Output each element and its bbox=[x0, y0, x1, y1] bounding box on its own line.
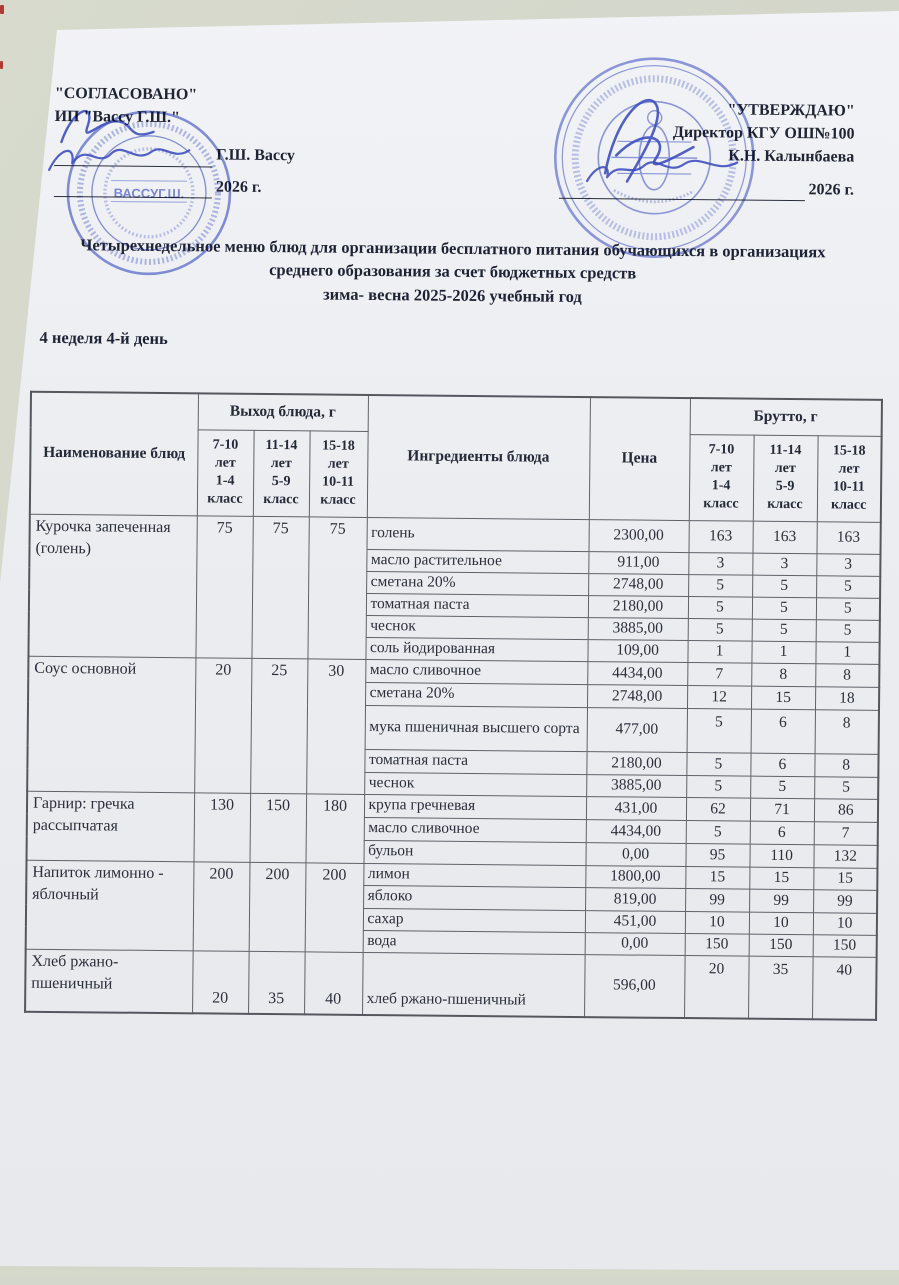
dish-name: Гарнир: гречка рассыпчатая bbox=[27, 791, 195, 862]
price-value: 109,00 bbox=[587, 639, 687, 662]
brutto-value: 95 bbox=[685, 843, 749, 867]
approval-left-year: 2026 г. bbox=[215, 178, 262, 196]
brutto-value: 1 bbox=[815, 641, 879, 664]
brutto-value: 10 bbox=[685, 911, 749, 934]
brutto-value: 15 bbox=[813, 867, 877, 890]
col-header-price: Цена bbox=[589, 397, 690, 520]
price-value: 2180,00 bbox=[586, 751, 686, 775]
approval-right-org: Директор КГУ ОШ№100 bbox=[672, 124, 855, 143]
ingredient-name: томатная паста bbox=[364, 749, 586, 774]
price-value: 2300,00 bbox=[589, 519, 689, 552]
ingredient-name: крупа гречневая bbox=[364, 794, 586, 819]
age-group-header: 7-10 лет 1-4 класс bbox=[689, 434, 754, 521]
output-value: 20 bbox=[192, 950, 249, 1014]
ingredient-name: чеснок bbox=[366, 615, 588, 639]
ingredient-name: яблоко bbox=[363, 885, 585, 910]
ingredient-name: сметана 20% bbox=[365, 682, 587, 707]
brutto-value: 5 bbox=[686, 752, 750, 776]
output-value: 200 bbox=[193, 861, 250, 951]
document-title bbox=[28, 233, 878, 311]
brutto-value: 10 bbox=[813, 912, 877, 935]
ingredient-name: бульон bbox=[363, 840, 585, 865]
output-value: 75 bbox=[307, 516, 366, 659]
brutto-value: 110 bbox=[749, 844, 813, 868]
brutto-value: 62 bbox=[686, 797, 750, 821]
ingredient-name: масло сливочное bbox=[364, 817, 586, 842]
brutto-value: 5 bbox=[687, 708, 751, 753]
brutto-value: 5 bbox=[688, 574, 752, 597]
title-line-3: зима- весна 2025-2026 учебный год bbox=[322, 284, 582, 306]
brutto-value: 8 bbox=[815, 663, 879, 687]
ingredient-name: лимон bbox=[363, 863, 585, 887]
price-value: 3885,00 bbox=[586, 774, 686, 797]
signature-line bbox=[54, 182, 212, 199]
brutto-value: 8 bbox=[815, 709, 879, 754]
week-day-label: 4 неделя 4-й день bbox=[39, 327, 168, 349]
price-value: 4434,00 bbox=[587, 661, 687, 685]
brutto-value: 99 bbox=[813, 889, 877, 913]
age-group-header: 15-18 лет 10-11 класс bbox=[309, 430, 368, 517]
brutto-value: 10 bbox=[749, 912, 813, 935]
brutto-value: 12 bbox=[687, 685, 751, 709]
dish-name: Соус основной bbox=[27, 656, 195, 793]
price-value: 1800,00 bbox=[585, 865, 685, 888]
age-group-header: 7-10 лет 1-4 класс bbox=[197, 429, 254, 516]
brutto-value: 5 bbox=[816, 619, 880, 642]
brutto-value: 5 bbox=[816, 597, 880, 620]
brutto-value: 163 bbox=[816, 521, 880, 554]
title-line-1: Четырехнедельное меню блюд для организации бесплатного питания обучающихся в организациях bbox=[80, 235, 826, 262]
brutto-value: 3 bbox=[688, 552, 752, 575]
price-value: 4434,00 bbox=[586, 819, 686, 843]
brutto-value: 5 bbox=[816, 575, 880, 598]
brutto-value: 150 bbox=[685, 933, 749, 956]
brutto-value: 7 bbox=[687, 662, 751, 686]
ingredient-name: масло сливочное bbox=[365, 659, 587, 684]
ingredient-name: хлеб ржано-пшеничный bbox=[362, 952, 585, 1017]
brutto-value: 18 bbox=[815, 686, 879, 710]
brutto-value: 5 bbox=[688, 596, 752, 619]
output-value: 75 bbox=[251, 516, 308, 659]
brutto-value: 6 bbox=[750, 821, 814, 845]
brutto-value: 7 bbox=[814, 821, 878, 845]
price-value: 3885,00 bbox=[588, 617, 688, 640]
approval-left-org: ИП "Вассу Г.Ш." bbox=[54, 108, 180, 127]
price-value: 431,00 bbox=[586, 796, 686, 820]
output-value: 130 bbox=[194, 792, 251, 862]
col-header-output: Выход блюда, г bbox=[198, 393, 368, 431]
brutto-value: 163 bbox=[688, 520, 752, 553]
brutto-value: 5 bbox=[814, 776, 878, 799]
age-group-header: 15-18 лет 10-11 класс bbox=[817, 435, 882, 522]
brutto-value: 150 bbox=[813, 934, 877, 957]
dish-name: Хлеб ржано-пшеничный bbox=[25, 949, 193, 1014]
brutto-value: 15 bbox=[749, 867, 813, 890]
brutto-value: 5 bbox=[752, 619, 816, 642]
approval-right-block bbox=[558, 97, 854, 202]
brutto-value: 35 bbox=[748, 956, 813, 1020]
ingredient-name: сметана 20% bbox=[366, 571, 588, 595]
price-value: 451,00 bbox=[585, 910, 685, 933]
brutto-value: 6 bbox=[751, 709, 815, 754]
price-value: 2748,00 bbox=[587, 684, 687, 708]
approval-left-signer: Г.Ш. Вассу bbox=[216, 146, 295, 165]
price-value: 0,00 bbox=[585, 842, 685, 866]
brutto-value: 5 bbox=[686, 820, 750, 844]
output-value: 35 bbox=[248, 951, 305, 1015]
col-header-brutto: Брутто, г bbox=[690, 398, 882, 436]
price-value: 819,00 bbox=[585, 887, 685, 911]
brutto-value: 8 bbox=[751, 663, 815, 687]
output-value: 40 bbox=[304, 951, 363, 1015]
ingredient-name: сахар bbox=[363, 908, 585, 932]
approval-left-block bbox=[54, 82, 296, 199]
output-value: 25 bbox=[250, 658, 307, 794]
brutto-value: 132 bbox=[813, 844, 877, 868]
price-value: 2180,00 bbox=[588, 595, 688, 618]
age-group-header: 11-14 лет 5-9 класс bbox=[753, 435, 818, 522]
brutto-value: 5 bbox=[750, 776, 814, 799]
brutto-value: 163 bbox=[752, 521, 816, 554]
brutto-value: 5 bbox=[752, 597, 816, 620]
brutto-value: 20 bbox=[684, 955, 749, 1019]
output-value: 150 bbox=[250, 793, 307, 863]
brutto-value: 8 bbox=[814, 753, 878, 777]
brutto-value: 5 bbox=[686, 775, 750, 798]
approval-left-title: "СОГЛАСОВАНО" bbox=[54, 84, 198, 104]
brutto-value: 99 bbox=[749, 889, 813, 913]
brutto-value: 15 bbox=[751, 686, 815, 710]
brutto-value: 6 bbox=[750, 753, 814, 777]
dish-name: Курочка запеченная (голень) bbox=[28, 514, 196, 658]
dish-name: Напиток лимонно - яблочный bbox=[26, 860, 194, 951]
ingredient-name: мука пшеничная высшего сорта bbox=[365, 705, 587, 751]
age-group-header: 11-14 лет 5-9 класс bbox=[253, 430, 310, 517]
signature-line bbox=[558, 184, 804, 201]
output-value: 180 bbox=[306, 793, 365, 863]
ingredient-name: томатная паста bbox=[366, 593, 588, 617]
output-value: 20 bbox=[194, 657, 251, 793]
brutto-value: 15 bbox=[685, 866, 749, 889]
brutto-value: 3 bbox=[816, 553, 880, 576]
ingredient-name: чеснок bbox=[364, 772, 586, 796]
ingredient-name: масло растительное bbox=[366, 549, 588, 573]
price-value: 0,00 bbox=[585, 932, 685, 955]
brutto-value: 3 bbox=[752, 553, 816, 576]
signature-line bbox=[54, 151, 212, 168]
col-header-ingredients: Ингредиенты блюда bbox=[367, 395, 590, 519]
brutto-value: 86 bbox=[814, 798, 878, 822]
stamp-center-text: ВАССУГ.Ш. bbox=[113, 185, 185, 202]
price-value: 2748,00 bbox=[588, 573, 688, 596]
approval-right-signer: К.Н. Калынбаева bbox=[728, 147, 855, 167]
price-value: 477,00 bbox=[587, 707, 687, 752]
brutto-value: 99 bbox=[685, 888, 749, 912]
output-value: 200 bbox=[305, 862, 364, 952]
table-row bbox=[30, 514, 881, 554]
price-value: 596,00 bbox=[584, 954, 685, 1018]
title-line-2: среднего образования за счет бюджетных средств bbox=[269, 260, 637, 283]
approval-right-title: "УТВЕРЖДАЮ" bbox=[727, 101, 855, 120]
output-value: 200 bbox=[249, 862, 306, 952]
brutto-value: 1 bbox=[751, 641, 815, 664]
output-value: 30 bbox=[306, 658, 365, 794]
output-value: 75 bbox=[195, 515, 252, 658]
ingredient-name: голень bbox=[367, 517, 589, 551]
brutto-value: 40 bbox=[812, 956, 877, 1020]
price-value: 911,00 bbox=[588, 551, 688, 574]
brutto-value: 150 bbox=[749, 934, 813, 957]
menu-table bbox=[24, 391, 883, 1021]
brutto-value: 5 bbox=[752, 575, 816, 598]
col-header-dish-name: Наименование блюд bbox=[30, 392, 198, 516]
table-row bbox=[25, 949, 877, 1020]
brutto-value: 1 bbox=[687, 640, 751, 663]
ingredient-name: вода bbox=[363, 930, 585, 954]
approval-right-year: 2026 г. bbox=[808, 180, 855, 199]
ingredient-name: соль йодированная bbox=[365, 637, 587, 661]
brutto-value: 5 bbox=[688, 618, 752, 641]
brutto-value: 71 bbox=[750, 798, 814, 822]
